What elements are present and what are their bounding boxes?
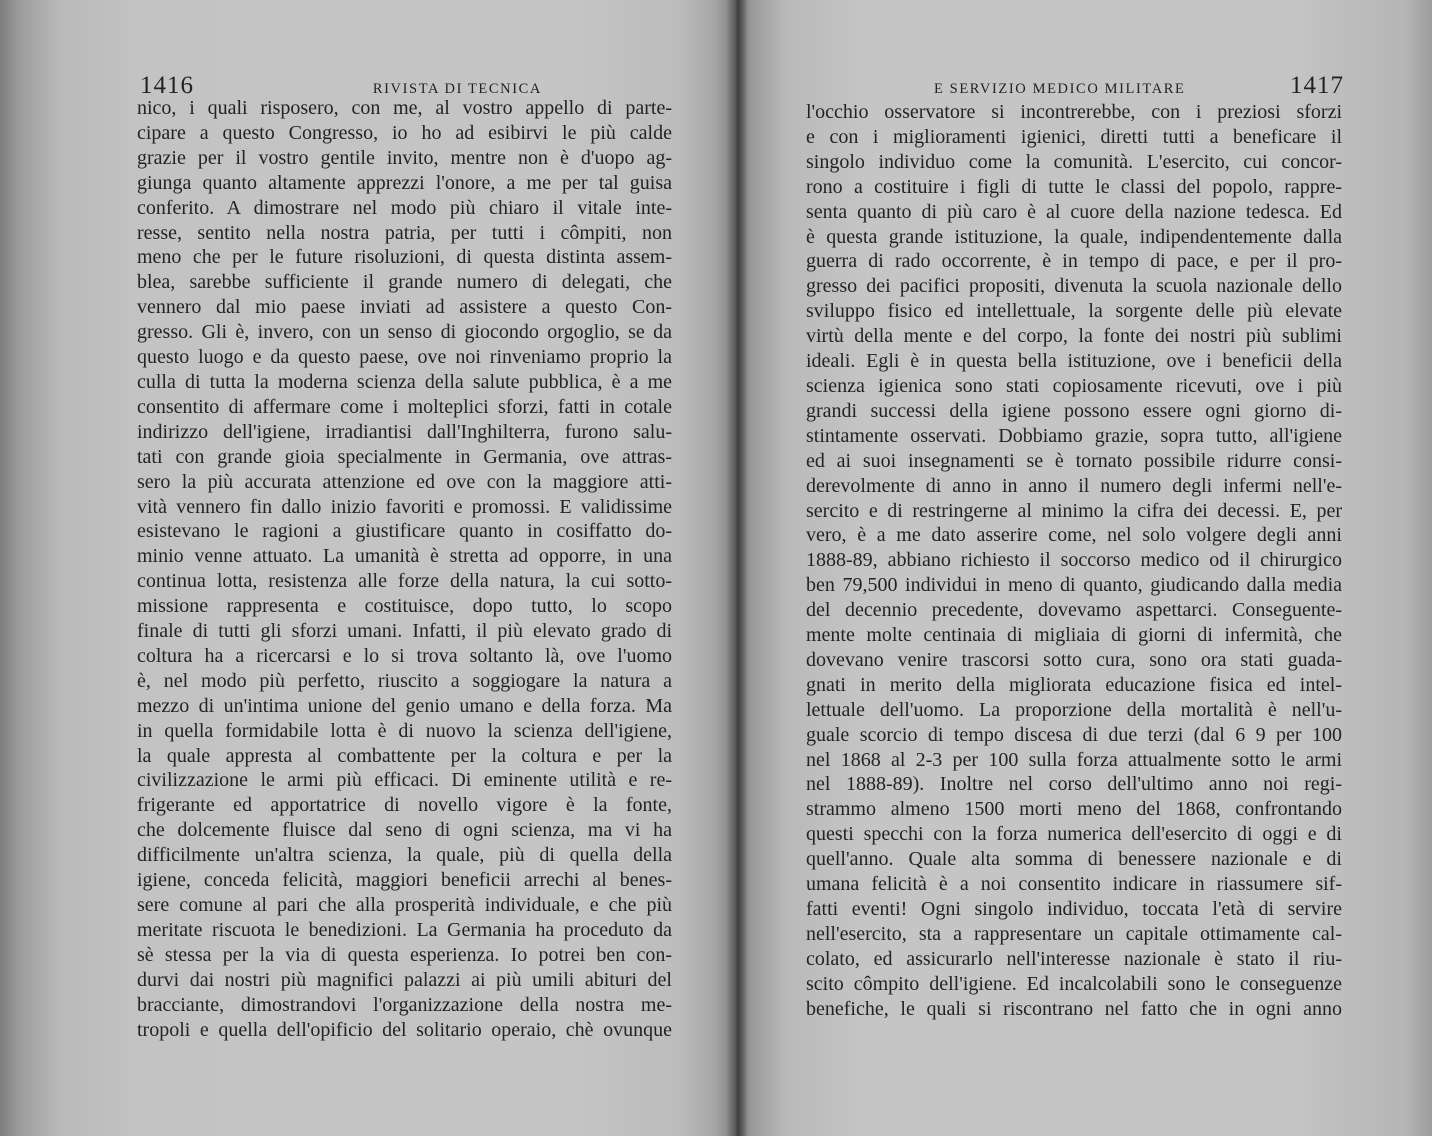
text-line: vero, è a me dato asserire come, nel solo volgere degli anni xyxy=(806,524,1342,547)
text-line: esistevano le ragioni a giustificare quanto in cosiffatto do- xyxy=(137,520,672,543)
left-page-body xyxy=(137,96,672,1042)
text-line: scito cômpito dell'igiene. Ed incalcolabili sono le conseguenze xyxy=(806,972,1342,995)
text-line: resse, sentito nella nostra patria, per tutti i cômpiti, non xyxy=(137,221,672,244)
text-line: nell'esercito, sta a rappresentare un capitale ottimamente cal- xyxy=(806,922,1342,945)
text-line: 1888-89, abbiano richiesto il soccorso medico od il chirurgico xyxy=(806,549,1342,572)
text-line: questi specchi con la forza numerica dell'esercito di oggi e di xyxy=(806,823,1342,846)
text-line: guale scorcio di tempo discesa di due terzi (dal 6 9 per 100 xyxy=(806,723,1342,746)
text-line: stintamente osservati. Dobbiamo grazie, sopra tutto, all'igiene xyxy=(806,424,1342,447)
text-line: indirizzo dell'igiene, irradiantisi dall'Inghilterra, furono salu- xyxy=(137,420,672,443)
text-line: e con i miglioramenti igienici, diretti tutti a beneficare il xyxy=(806,125,1342,148)
text-line: grazie per il vostro gentile invito, mentre non è d'uopo ag- xyxy=(137,146,672,169)
text-line: l'occhio osservatore si incontrerebbe, con i preziosi sforzi xyxy=(806,101,1342,123)
text-line: ideali. Egli è in questa bella istituzione, ove i beneficii della xyxy=(806,350,1342,373)
text-line: è questa grande istituzione, la quale, indipendentemente dalla xyxy=(806,225,1342,248)
text-line: del decennio precedente, dovevamo aspettarci. Conseguente- xyxy=(806,599,1342,622)
text-line: dovevano venire trascorsi sotto cura, sono ora stati guada- xyxy=(806,648,1342,671)
text-line: colato, ed assicurarlo nell'interesse nazionale è stato il riu- xyxy=(806,947,1342,970)
text-line: igiene, conceda felicità, maggiori beneficii arrechi al benes- xyxy=(137,869,672,892)
text-line: sere comune al pari che alla prosperità individuale, e che più xyxy=(137,894,672,916)
text-line: meno che per le future risoluzioni, di questa distinta assem- xyxy=(137,246,672,269)
text-line: gresso dei pacifici propositi, divenuta la scuola nazionale dello xyxy=(806,275,1342,298)
text-line: vennero dal mio paese inviati ad assistere a questo Con- xyxy=(137,296,672,319)
text-line: umana felicità è a noi consentito indicare in riassumere sif- xyxy=(806,873,1342,896)
text-line: civilizzazione le armi più efficaci. Di eminente utilità e re- xyxy=(137,769,672,792)
text-line: minio venne attuato. La umanità è stretta ad opporre, in una xyxy=(137,545,672,568)
text-line: lettuale dell'uomo. La proporzione della mortalità è nell'u- xyxy=(806,698,1342,721)
text-line: meritate riscuota le benedizioni. La Germania ha proceduto da xyxy=(137,918,672,941)
text-line: derevolmente di anno in anno il numero degli infermi nell'e- xyxy=(806,474,1342,497)
text-line: blea, sarebbe sufficiente il grande numero di delegati, che xyxy=(137,271,672,294)
text-line: strammo almeno 1500 morti meno del 1868, confrontando xyxy=(806,798,1342,821)
text-line: la quale appresta al combattente per la coltura e per la xyxy=(137,744,672,767)
right-page xyxy=(736,0,1432,1136)
text-line: conferito. A dimostrare nel modo più chiaro il vitale inte- xyxy=(137,196,672,219)
text-line: fatti eventi! Ogni singolo individuo, toccata l'età di servire xyxy=(806,898,1342,920)
text-line: nico, i quali risposero, con me, al vostro appello di parte- xyxy=(137,97,672,119)
text-line: grandi successi della igiene possono essere ogni giorno di- xyxy=(806,399,1342,422)
right-page-number: 1417 xyxy=(1290,72,1344,99)
text-line: consentito di affermare come i molteplici sforzi, fatti in cotale xyxy=(137,395,672,418)
left-running-head: RIVISTA DI TECNICA xyxy=(372,81,542,97)
text-line: missione rappresenta e costituisce, dopo tutto, lo scopo xyxy=(137,595,672,618)
right-page-body xyxy=(806,100,1342,1022)
text-line: sercito e di restringerne al minimo la cifra dei decessi. E, per xyxy=(806,499,1342,522)
text-line: è, nel modo più perfetto, riuscito a soggiogare la natura a xyxy=(137,669,672,692)
text-line: vità vennero fin dallo inizio favoriti e promossi. E validissime xyxy=(137,495,672,518)
text-line: coltura ha a ricercarsi e lo si trova soltanto là, ove l'uomo xyxy=(137,644,672,667)
text-line: tropoli e quella dell'opificio del solitario operaio, chè ovunque xyxy=(137,1018,672,1041)
text-line: sero la più accurata attenzione ed ove con la maggiore atti- xyxy=(137,470,672,493)
text-line: scienza igienica sono stati copiosamente ricevuti, ove i più xyxy=(806,374,1342,397)
text-line: che dolcemente fluisce dal seno di ogni scienza, ma vi ha xyxy=(137,819,672,842)
right-page-header xyxy=(934,72,1344,100)
text-line: virtù della mente e del corpo, la fonte dei nostri più sublimi xyxy=(806,325,1342,348)
text-line: guerra di rado occorrente, è in tempo di pace, e per il pro- xyxy=(806,250,1342,273)
text-line: benefiche, le quali si riscontrano nel fatto che in ogni anno xyxy=(806,997,1342,1020)
text-line: singolo individuo come la comunità. L'esercito, cui concor- xyxy=(806,150,1342,173)
text-line: mezzo di un'intima unione del genio umano e della forza. Ma xyxy=(137,694,672,717)
text-line: senta quanto di più caro è al cuore della nazione tedesca. Ed xyxy=(806,200,1342,223)
text-line: frigerante ed apportatrice di novello vigore è la fonte, xyxy=(137,794,672,817)
text-line: gresso. Gli è, invero, con un senso di giocondo orgoglio, se da xyxy=(137,321,672,344)
text-line: mente molte centinaia di migliaia di giorni di infermità, che xyxy=(806,624,1342,647)
text-line: continua lotta, resistenza alle forze della natura, la cui sotto- xyxy=(137,570,672,593)
text-line: rono a costituire i figli di tutte le classi del popolo, rappre- xyxy=(806,175,1342,198)
text-line: quell'anno. Quale alta somma di benessere nazionale e di xyxy=(806,848,1342,871)
text-line: bracciante, dimostrandovi l'organizzazione della nostra me- xyxy=(137,993,672,1016)
text-line: sè stessa per la via di questa esperienza. Io potrei ben con- xyxy=(137,943,672,966)
text-line: gnati in merito della migliorata educazione fisica ed intel- xyxy=(806,673,1342,696)
text-line: difficilmente un'altra scienza, la quale, più di quella della xyxy=(137,844,672,867)
right-running-head: E SERVIZIO MEDICO MILITARE xyxy=(934,81,1186,97)
text-line: finale di tutti gli sforzi umani. Infatti, il più elevato grado di xyxy=(137,620,672,643)
text-line: ed ai suoi insegnamenti se è tornato possibile ridurre consi- xyxy=(806,449,1342,472)
text-line: durvi dai nostri più magnifici palazzi ai più umili abituri del xyxy=(137,968,672,991)
text-line: cipare a questo Congresso, io ho ad esibirvi le più calde xyxy=(137,121,672,144)
left-page-number: 1416 xyxy=(140,72,194,99)
text-line: questo luogo e da questo paese, ove noi rinveniamo proprio la xyxy=(137,346,672,369)
text-line: ben 79,500 individui in meno di quanto, giudicando dalla media xyxy=(806,574,1342,597)
text-line: in quella formidabile lotta è di nuovo la scienza dell'igiene, xyxy=(137,719,672,742)
text-line: culla di tutta la moderna scienza della salute pubblica, è a me xyxy=(137,370,672,393)
text-line: nel 1888-89). Inoltre nel corso dell'ultimo anno noi regi- xyxy=(806,773,1342,796)
text-line: tati con grande gioia specialmente in Germania, ove attras- xyxy=(137,445,672,468)
text-line: nel 1868 al 2-3 per 100 sulla forza attualmente sotto le armi xyxy=(806,748,1342,771)
text-line: giunga quanto altamente apprezzi l'onore, a me per tal guisa xyxy=(137,171,672,194)
text-line: sviluppo fisico ed intellettuale, la sorgente delle più elevate xyxy=(806,300,1342,323)
